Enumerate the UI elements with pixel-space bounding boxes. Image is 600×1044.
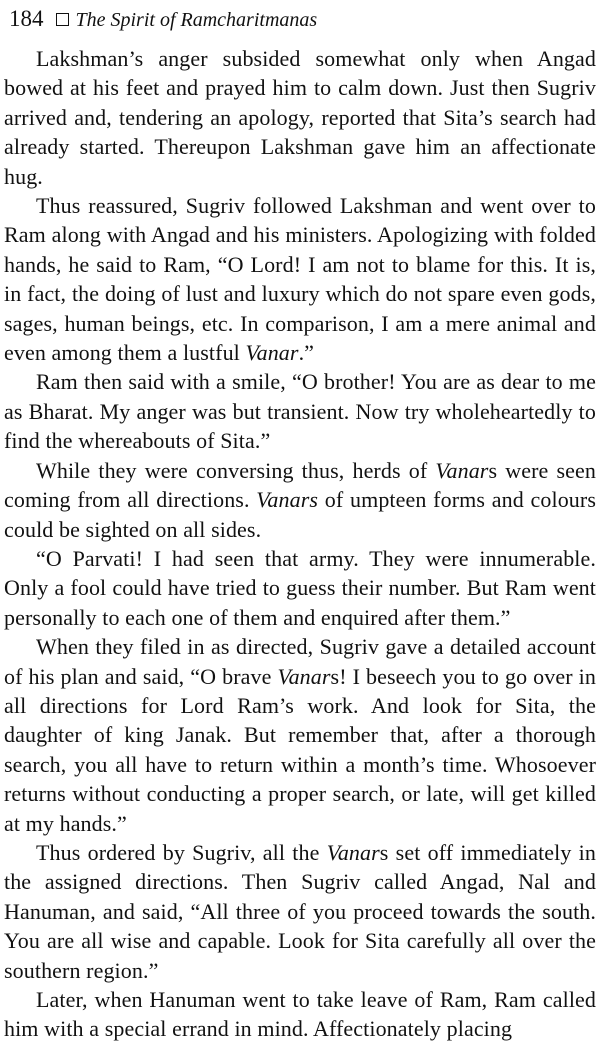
- text-run: While they were conversing thus, herds of: [36, 457, 436, 483]
- italic-term: Vanars: [256, 487, 319, 513]
- paragraph: [4, 44, 596, 191]
- paragraph: [4, 632, 596, 838]
- paragraph: [4, 367, 596, 455]
- text-run: .”: [298, 340, 315, 366]
- italic-term: Vanar: [326, 839, 380, 865]
- paragraph: [4, 191, 596, 367]
- text-run: s were seen coming from all directions.: [4, 457, 596, 513]
- text-run: When they filed in as directed, Sugriv gave a detailed account of his plan and said, “O brave: [4, 634, 596, 689]
- italic-term: Vanar: [277, 663, 331, 689]
- running-head: [9, 4, 317, 34]
- book-title: The Spirit of Ramcharitmanas: [75, 9, 318, 31]
- text-run: Thus ordered by Sugriv, all the: [36, 839, 327, 865]
- text-run: Thus reassured, Sugriv followed Lakshman and went over to Ram along with Angad and his ministers. Apologizing with folded hands, he said to Ram, “O Lord! I am not to blame for this. It is, in fact, the doing of lust and luxury which do not spare even gods, sages, human beings, etc. In comparison, I am a mere animal and even among them a lustful: [4, 193, 596, 366]
- text-run: Lakshman’s anger subsided somewhat only when Angad bowed at his feet and prayed him to calm down. Just then Sugriv arrived and, tendering an apology, reported that Sita’s search had already started. Thereupon Lakshman gave him an affectionate hug.: [4, 46, 596, 189]
- text-run: s! I beseech you to go over in all directions for Lord Ram’s work. And look for Sita, the daughter of king Janak. But remember that, after a thorough search, you all have to return within a month’s time. Whosoever returns without conducting a proper search, or late, will get killed at my hands.”: [4, 663, 596, 836]
- paragraph: [4, 544, 596, 632]
- square-box-icon: [56, 13, 69, 26]
- text-run: Ram then said with a smile, “O brother! You are as dear to me as Bharat. My anger was but transient. Now try wholeheartedly to find the whereabouts of Sita.”: [4, 369, 596, 454]
- italic-term: Vanar: [245, 340, 299, 366]
- paragraph: [4, 456, 596, 544]
- text-run: “O Parvati! I had seen that army. They were innumerable. Only a fool could have tried to guess their number. But Ram went personally to each one of them and enquired after them.”: [4, 545, 596, 630]
- paragraph: [4, 838, 596, 985]
- body-text: [4, 44, 596, 1044]
- text-run: s set off immediately in the assigned directions. Then Sugriv called Angad, Nal and Hanuman, and said, “All three of you proceed towards the south. You are all wise and capable. Look for Sita carefully all over the southern region.”: [4, 839, 596, 983]
- text-run: of umpteen forms and colours could be sighted on all sides.: [4, 487, 596, 542]
- paragraph: [4, 985, 596, 1044]
- page-number: 184: [9, 6, 44, 31]
- italic-term: Vanar: [435, 457, 489, 483]
- text-run: Later, when Hanuman went to take leave of Ram, Ram called him with a special errand in mind. Affectionately placing: [4, 987, 596, 1042]
